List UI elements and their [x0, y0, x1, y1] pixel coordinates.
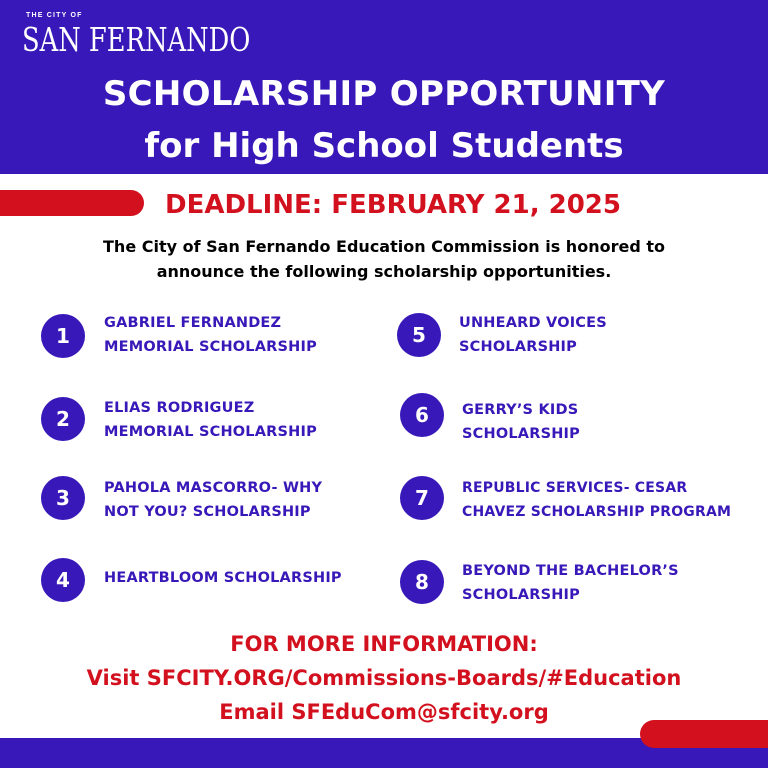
number-badge: 4: [41, 558, 85, 602]
more-info-title: FOR MORE INFORMATION:: [230, 632, 538, 656]
city-logo: SAN FERNANDO: [22, 20, 251, 59]
number-badge: 3: [41, 476, 85, 520]
scholarship-name: UNHEARD VOICES SCHOLARSHIP: [459, 315, 607, 355]
number-badge: 8: [400, 560, 444, 604]
scholarship-name: ELIAS RODRIGUEZ MEMORIAL SCHOLARSHIP: [104, 400, 317, 440]
logo-small-text: THE CITY OF: [26, 12, 83, 19]
page-title: SCHOLARSHIP OPPORTUNITY: [102, 74, 666, 114]
scholarship-name: PAHOLA MASCORRO- WHY NOT YOU? SCHOLARSHIP: [104, 480, 323, 520]
more-info-website: Visit SFCITY.ORG/Commissions-Boards/#Education: [86, 666, 682, 690]
decorative-red-bar-left: [0, 190, 144, 216]
scholarship-name: BEYOND THE BACHELOR’S SCHOLARSHIP: [462, 563, 679, 603]
more-info-email: Email SFEduCom@sfcity.org: [219, 700, 549, 724]
scholarship-name: GERRY’S KIDS SCHOLARSHIP: [462, 402, 580, 442]
page-subtitle: for High School Students: [144, 126, 624, 166]
header-banner: [0, 0, 768, 174]
number-badge: 1: [41, 314, 85, 358]
deadline-text: DEADLINE: FEBRUARY 21, 2025: [164, 190, 621, 220]
number-badge: 2: [41, 397, 85, 441]
intro-text: The City of San Fernando Education Commission is honored to announce the following scholarship opportunities.: [103, 237, 665, 281]
decorative-red-bar-right: [640, 720, 768, 748]
scholarship-name: HEARTBLOOM SCHOLARSHIP: [104, 570, 342, 586]
scholarship-name: GABRIEL FERNANDEZ MEMORIAL SCHOLARSHIP: [104, 315, 317, 355]
number-badge: 5: [397, 313, 441, 357]
number-badge: 6: [400, 393, 444, 437]
scholarship-name: REPUBLIC SERVICES- CESAR CHAVEZ SCHOLARSHIP PROGRAM: [462, 480, 732, 520]
number-badge: 7: [400, 476, 444, 520]
